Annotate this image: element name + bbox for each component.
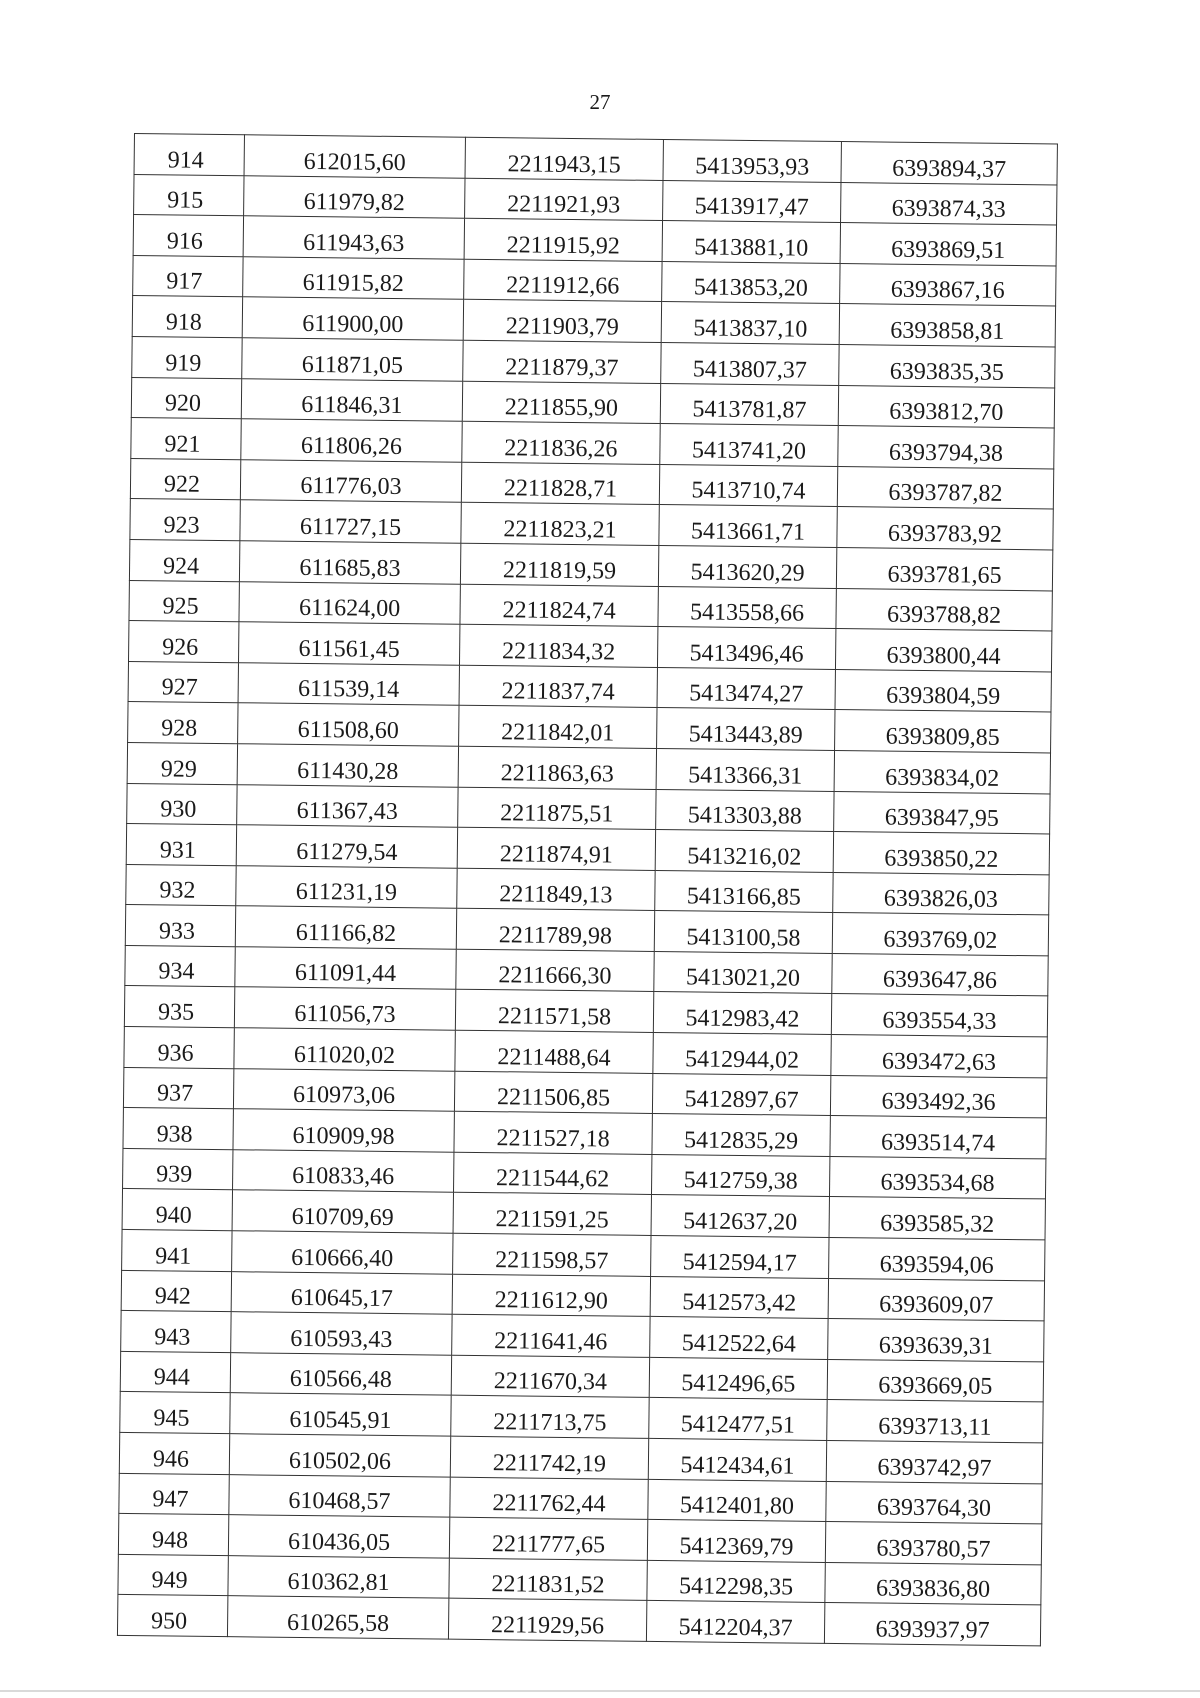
y2-coordinate-cell: 6393594,06 [829,1237,1045,1280]
point-number-cell: 941 [122,1229,232,1271]
x-coordinate-cell: 610436,05 [228,1515,449,1558]
x2-coordinate-cell: 5413807,37 [661,342,839,385]
x-coordinate-cell: 611846,31 [241,378,462,421]
y-coordinate-cell: 2211837,74 [459,665,657,708]
y2-coordinate-cell: 6393780,57 [825,1522,1041,1565]
x-coordinate-cell: 610593,43 [231,1312,452,1355]
x-coordinate-cell: 611871,05 [242,338,463,381]
x-coordinate-cell: 611624,00 [239,581,460,624]
y2-coordinate-cell: 6393937,97 [824,1603,1040,1646]
point-number-cell: 916 [133,215,243,257]
point-number-cell: 930 [127,783,237,825]
y2-coordinate-cell: 6393669,05 [827,1359,1043,1402]
y2-coordinate-cell: 6393809,85 [835,710,1051,753]
point-number-cell: 945 [120,1392,230,1434]
y-coordinate-cell: 2211544,62 [453,1152,651,1195]
y-coordinate-cell: 2211874,91 [457,827,655,870]
x2-coordinate-cell: 5412522,64 [650,1317,828,1360]
y-coordinate-cell: 2211598,57 [453,1233,651,1276]
point-number-cell: 928 [128,702,238,744]
x2-coordinate-cell: 5412369,79 [647,1520,825,1563]
y-coordinate-cell: 2211903,79 [463,300,661,343]
y2-coordinate-cell: 6393585,32 [829,1197,1045,1240]
y2-coordinate-cell: 6393764,30 [826,1481,1042,1524]
x-coordinate-cell: 611561,45 [239,622,460,665]
point-number-cell: 949 [118,1554,228,1596]
x-coordinate-cell: 611231,19 [236,865,457,908]
x2-coordinate-cell: 5413781,87 [660,383,838,426]
x-coordinate-cell: 610833,46 [233,1150,454,1193]
x-coordinate-cell: 611539,14 [238,662,459,705]
point-number-cell: 929 [127,742,237,784]
x2-coordinate-cell: 5412298,35 [647,1560,825,1603]
x-coordinate-cell: 610645,17 [231,1271,452,1314]
point-number-cell: 946 [119,1432,229,1474]
y2-coordinate-cell: 6393788,82 [836,588,1052,631]
x2-coordinate-cell: 5412434,61 [648,1438,826,1481]
x-coordinate-cell: 611806,26 [241,419,462,462]
y2-coordinate-cell: 6393826,03 [833,872,1049,915]
y2-coordinate-cell: 6393800,44 [835,629,1051,672]
y2-coordinate-cell: 6393894,37 [841,142,1057,185]
point-number-cell: 947 [119,1473,229,1515]
x-coordinate-cell: 611727,15 [240,500,461,543]
point-number-cell: 931 [126,824,236,866]
y2-coordinate-cell: 6393804,59 [835,669,1051,712]
x2-coordinate-cell: 5413366,31 [656,748,834,791]
y-coordinate-cell: 2211879,37 [463,340,661,383]
x-coordinate-cell: 611020,02 [234,1028,455,1071]
y2-coordinate-cell: 6393836,80 [825,1562,1041,1605]
x2-coordinate-cell: 5413216,02 [655,830,833,873]
x-coordinate-cell: 610545,91 [230,1393,451,1436]
y-coordinate-cell: 2211929,56 [448,1599,646,1642]
x2-coordinate-cell: 5412204,37 [646,1601,824,1644]
x2-coordinate-cell: 5412637,20 [651,1195,829,1238]
y-coordinate-cell: 2211762,44 [450,1477,648,1520]
point-number-cell: 921 [131,418,241,460]
point-number-cell: 923 [130,499,240,541]
x2-coordinate-cell: 5413474,27 [657,667,835,710]
point-number-cell: 944 [120,1351,230,1393]
x-coordinate-cell: 611776,03 [240,459,461,502]
y2-coordinate-cell: 6393834,02 [834,750,1050,793]
y-coordinate-cell: 2211666,30 [456,949,654,992]
x-coordinate-cell: 610909,98 [233,1109,454,1152]
x2-coordinate-cell: 5413443,89 [657,708,835,751]
y2-coordinate-cell: 6393647,86 [832,953,1048,996]
y2-coordinate-cell: 6393769,02 [832,913,1048,956]
x2-coordinate-cell: 5413853,20 [662,261,840,304]
y2-coordinate-cell: 6393783,92 [837,507,1053,550]
x2-coordinate-cell: 5413837,10 [661,302,839,345]
y-coordinate-cell: 2211912,66 [464,259,662,302]
x-coordinate-cell: 610973,06 [233,1068,454,1111]
point-number-cell: 942 [121,1270,231,1312]
x-coordinate-cell: 611367,43 [237,784,458,827]
y-coordinate-cell: 2211488,64 [455,1030,653,1073]
x2-coordinate-cell: 5412401,80 [648,1479,826,1522]
y-coordinate-cell: 2211777,65 [449,1517,647,1560]
x2-coordinate-cell: 5412759,38 [651,1154,829,1197]
y-coordinate-cell: 2211834,32 [459,624,657,667]
x-coordinate-cell: 611166,82 [235,906,456,949]
x2-coordinate-cell: 5413558,66 [658,586,836,629]
x2-coordinate-cell: 5413953,93 [663,140,841,183]
y2-coordinate-cell: 6393847,95 [834,791,1050,834]
x-coordinate-cell: 610566,48 [230,1352,451,1395]
y-coordinate-cell: 2211855,90 [462,381,660,424]
y-coordinate-cell: 2211863,63 [458,746,656,789]
y-coordinate-cell: 2211921,93 [465,178,663,221]
x2-coordinate-cell: 5412897,67 [652,1073,830,1116]
x2-coordinate-cell: 5413881,10 [662,221,840,264]
point-number-cell: 920 [131,377,241,419]
y2-coordinate-cell: 6393534,68 [829,1156,1045,1199]
point-number-cell: 940 [122,1189,232,1231]
x2-coordinate-cell: 5412496,65 [649,1357,827,1400]
y-coordinate-cell: 2211849,13 [457,868,655,911]
point-number-cell: 924 [129,539,239,581]
y2-coordinate-cell: 6393742,97 [826,1440,1042,1483]
x2-coordinate-cell: 5413661,71 [659,505,837,548]
x-coordinate-cell: 610502,06 [229,1434,450,1477]
x-coordinate-cell: 610362,81 [228,1555,449,1598]
y2-coordinate-cell: 6393874,33 [841,182,1057,225]
y2-coordinate-cell: 6393869,51 [840,223,1056,266]
y2-coordinate-cell: 6393835,35 [839,344,1055,387]
x2-coordinate-cell: 5413166,85 [655,870,833,913]
point-number-cell: 948 [118,1514,228,1556]
x-coordinate-cell: 611430,28 [237,744,458,787]
x-coordinate-cell: 610666,40 [232,1231,453,1274]
y2-coordinate-cell: 6393781,65 [836,547,1052,590]
x2-coordinate-cell: 5412573,42 [650,1276,828,1319]
y2-coordinate-cell: 6393514,74 [830,1116,1046,1159]
x2-coordinate-cell: 5413021,20 [654,951,832,994]
x2-coordinate-cell: 5412944,02 [653,1033,831,1076]
point-number-cell: 937 [123,1067,233,1109]
x2-coordinate-cell: 5413917,47 [663,180,841,223]
x-coordinate-cell: 611091,44 [235,947,456,990]
x-coordinate-cell: 611056,73 [234,987,455,1030]
y2-coordinate-cell: 6393609,07 [828,1278,1044,1321]
y-coordinate-cell: 2211612,90 [452,1274,650,1317]
point-number-cell: 939 [123,1148,233,1190]
x-coordinate-cell: 611979,82 [244,175,465,218]
point-number-cell: 943 [121,1311,231,1353]
x-coordinate-cell: 611943,63 [243,216,464,259]
y-coordinate-cell: 2211742,19 [450,1436,648,1479]
point-number-cell: 932 [126,864,236,906]
y-coordinate-cell: 2211824,74 [460,584,658,627]
x2-coordinate-cell: 5413303,88 [656,789,834,832]
y-coordinate-cell: 2211670,34 [451,1355,649,1398]
x-coordinate-cell: 610265,58 [227,1596,448,1639]
y-coordinate-cell: 2211915,92 [464,218,662,261]
x2-coordinate-cell: 5413741,20 [660,424,838,467]
point-number-cell: 922 [130,458,240,500]
y2-coordinate-cell: 6393787,82 [837,466,1053,509]
x-coordinate-cell: 612015,60 [244,135,465,178]
y2-coordinate-cell: 6393850,22 [833,832,1049,875]
x2-coordinate-cell: 5412983,42 [653,992,831,1035]
y-coordinate-cell: 2211819,59 [460,543,658,586]
y-coordinate-cell: 2211713,75 [451,1396,649,1439]
coordinates-table [117,133,1058,1646]
x2-coordinate-cell: 5412477,51 [649,1398,827,1441]
x2-coordinate-cell: 5413710,74 [659,464,837,507]
point-number-cell: 936 [124,1027,234,1069]
point-number-cell: 925 [129,580,239,622]
page-number: 27 [589,90,611,114]
point-number-cell: 914 [134,134,244,176]
y2-coordinate-cell: 6393713,11 [827,1400,1043,1443]
point-number-cell: 927 [128,661,238,703]
x-coordinate-cell: 611685,83 [239,541,460,584]
y-coordinate-cell: 2211823,21 [461,503,659,546]
y-coordinate-cell: 2211842,01 [459,706,657,749]
y-coordinate-cell: 2211571,58 [455,990,653,1033]
scan-edge-line [0,1690,1200,1692]
y2-coordinate-cell: 6393554,33 [831,994,1047,1037]
y-coordinate-cell: 2211836,26 [462,421,660,464]
y2-coordinate-cell: 6393812,70 [838,385,1054,428]
y2-coordinate-cell: 6393867,16 [840,263,1056,306]
point-number-cell: 919 [132,336,242,378]
x-coordinate-cell: 610468,57 [229,1474,450,1517]
point-number-cell: 926 [129,621,239,663]
y-coordinate-cell: 2211527,18 [454,1111,652,1154]
coordinates-table-body [117,134,1057,1646]
point-number-cell: 950 [117,1595,227,1637]
y-coordinate-cell: 2211875,51 [458,787,656,830]
point-number-cell: 918 [132,296,242,338]
x2-coordinate-cell: 5412835,29 [652,1114,830,1157]
x-coordinate-cell: 611508,60 [238,703,459,746]
x2-coordinate-cell: 5413496,46 [657,627,835,670]
point-number-cell: 935 [124,986,234,1028]
y-coordinate-cell: 2211943,15 [465,137,663,180]
point-number-cell: 934 [125,945,235,987]
y2-coordinate-cell: 6393492,36 [830,1075,1046,1118]
y2-coordinate-cell: 6393794,38 [838,426,1054,469]
y2-coordinate-cell: 6393858,81 [839,304,1055,347]
x-coordinate-cell: 611915,82 [243,257,464,300]
y2-coordinate-cell: 6393639,31 [828,1319,1044,1362]
y-coordinate-cell: 2211591,25 [453,1193,651,1236]
y-coordinate-cell: 2211641,46 [452,1314,650,1357]
y-coordinate-cell: 2211506,85 [454,1071,652,1114]
x-coordinate-cell: 610709,69 [232,1190,453,1233]
point-number-cell: 938 [123,1108,233,1150]
y-coordinate-cell: 2211789,98 [456,908,654,951]
x2-coordinate-cell: 5413620,29 [658,545,836,588]
x2-coordinate-cell: 5412594,17 [651,1235,829,1278]
x2-coordinate-cell: 5413100,58 [654,911,832,954]
point-number-cell: 915 [134,174,244,216]
y2-coordinate-cell: 6393472,63 [831,1035,1047,1078]
point-number-cell: 917 [133,255,243,297]
x-coordinate-cell: 611279,54 [236,825,457,868]
x-coordinate-cell: 611900,00 [242,297,463,340]
point-number-cell: 933 [125,905,235,947]
y-coordinate-cell: 2211831,52 [449,1558,647,1601]
y-coordinate-cell: 2211828,71 [461,462,659,505]
